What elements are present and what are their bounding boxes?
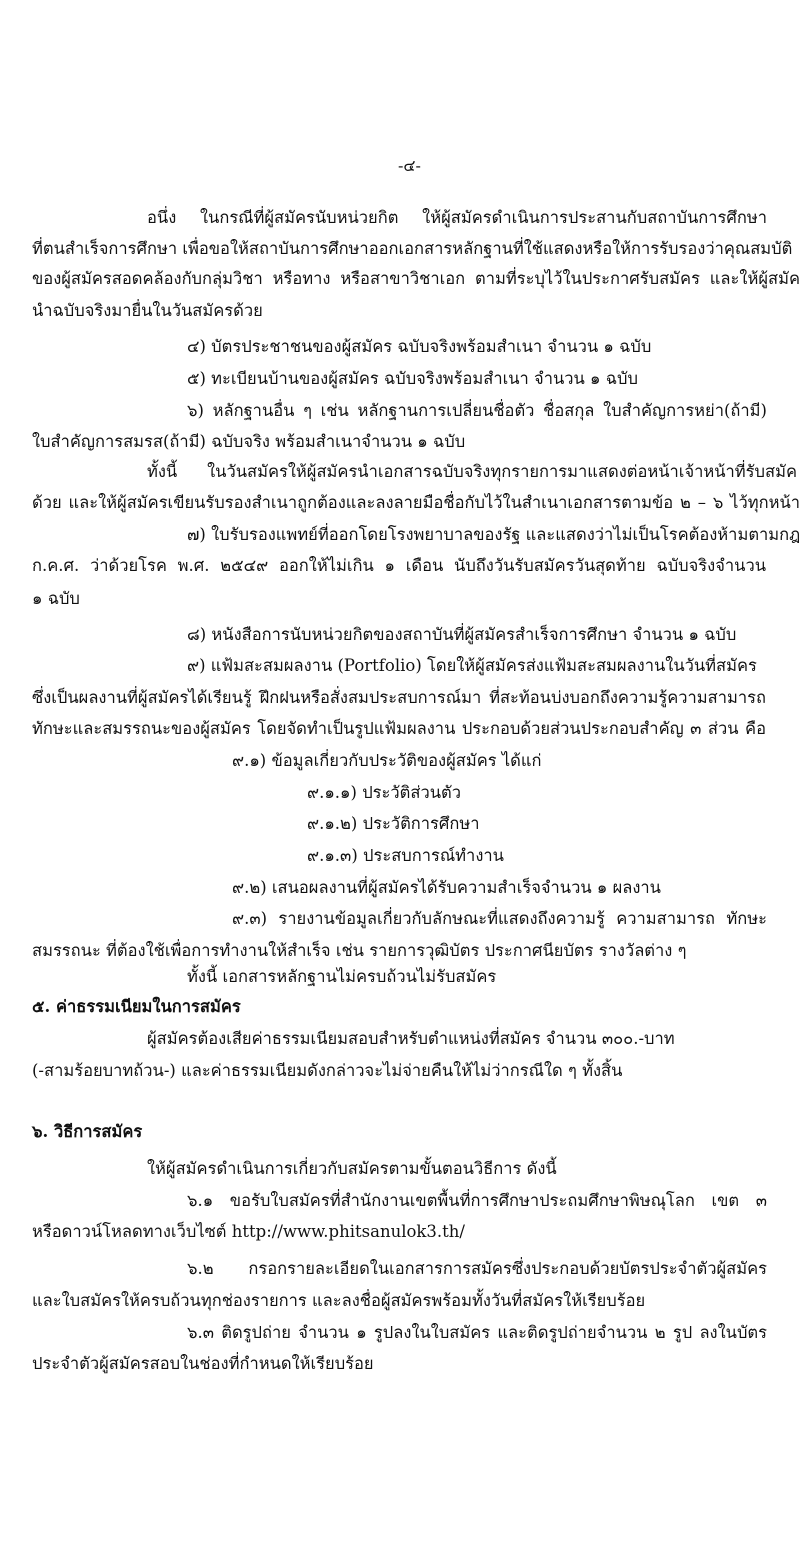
section-heading: ๖. วิธีการสมัคร <box>32 1122 143 1141</box>
paragraph-line: ซึ่งเป็นผลงานที่ผู้สมัครได้เรียนรู้ ฝึกฝนหรือสั่งสมประสบการณ์มา ที่สะท้อนบ่งบอกถึงความรู้ความสามารถ <box>32 688 766 707</box>
sub-list-item: ๙.๒) เสนอผลงานที่ผู้สมัครได้รับความสำเร็จจำนวน ๑ ผลงาน <box>232 878 661 897</box>
page-number: -๔- <box>398 156 421 175</box>
paragraph-line: ด้วย และให้ผู้สมัครเขียนรับรองสำเนาถูกต้องและลงลายมือชื่อกับไว้ในสำเนาเอกสารตามข้อ ๒ – ๖ ไว้ทุกหน้า <box>32 493 800 512</box>
paragraph-line: ทักษะและสมรรถนะของผู้สมัคร โดยจัดทำเป็นรูปแฟ้มผลงาน ประกอบด้วยส่วนประกอบสำคัญ ๓ ส่วน คือ <box>32 719 766 738</box>
list-item: ๔) บัตรประชาชนของผู้สมัคร ฉบับจริงพร้อมสำเนา จำนวน ๑ ฉบับ <box>187 337 652 356</box>
section-heading: ๕. ค่าธรรมเนียมในการสมัคร <box>32 997 241 1016</box>
list-item: ๘) หนังสือการนับหน่วยกิตของสถาบันที่ผู้สมัครสำเร็จการศึกษา จำนวน ๑ ฉบับ <box>187 625 737 644</box>
sub-list-item: ๙.๑.๒) ประวัติการศึกษา <box>307 814 480 833</box>
paragraph-line: ให้ผู้สมัครดำเนินการเกี่ยวกับสมัครตามขั้นตอนวิธีการ ดังนี้ <box>147 1159 557 1178</box>
sub-list-item: ๙.๓) รายงานข้อมูลเกี่ยวกับลักษณะที่แสดงถึงความรู้ ความสามารถ ทักษะ <box>232 909 767 928</box>
paragraph-line: สมรรถนะ ที่ต้องใช้เพื่อการทำงานให้สำเร็จ เช่น รายการวุฒิบัตร ประกาศนียบัตร รางวัลต่าง ๆ <box>32 941 687 960</box>
paragraph-line: ของผู้สมัครสอดคล้องกับกลุ่มวิชา หรือทาง หรือสาขาวิชาเอก ตามที่ระบุไว้ในประกาศรับสมัคร และให้ผู้สมัค <box>32 269 800 288</box>
paragraph-line: นำฉบับจริงมายื่นในวันสมัครด้วย <box>32 301 263 320</box>
paragraph-line: ทั้งนี้ ในวันสมัครให้ผู้สมัครนำเอกสารฉบับจริงทุกรายการมาแสดงต่อหน้าเจ้าหน้าที่รับสมัค <box>147 462 797 481</box>
list-item: ๖) หลักฐานอื่น ๆ เช่น หลักฐานการเปลี่ยนชื่อตัว ชื่อสกุล ใบสำคัญการหย่า(ถ้ามี) <box>187 401 767 420</box>
paragraph-line: ทั้งนี้ เอกสารหลักฐานไม่ครบถ้วนไม่รับสมัคร <box>187 967 497 986</box>
paragraph-line: (-สามร้อยบาทถ้วน-) และค่าธรรมเนียมดังกล่าวจะไม่จ่ายคืนให้ไม่ว่ากรณีใด ๆ ทั้งสิ้น <box>32 1061 623 1080</box>
list-item: ๗) ใบรับรองแพทย์ที่ออกโดยโรงพยาบาลของรัฐ และแสดงว่าไม่เป็นโรคต้องห้ามตามกฎ <box>187 525 800 544</box>
paragraph-line: อนึ่ง ในกรณีที่ผู้สมัครนับหน่วยกิต ให้ผู้สมัครดำเนินการประสานกับสถาบันการศึกษา <box>147 208 767 227</box>
paragraph-line: ๑ ฉบับ <box>32 589 80 608</box>
list-item: ๖.๑ ขอรับใบสมัครที่สำนักงานเขตพื้นที่การศึกษาประถมศึกษาพิษณุโลก เขต ๓ <box>187 1191 767 1210</box>
paragraph-line: ที่ตนสำเร็จการศึกษา เพื่อขอให้สถาบันการศึกษาออกเอกสารหลักฐานที่ใช้แสดงหรือให้การรับรองว่าคุณสมบัติ <box>32 239 793 258</box>
paragraph-line: ผู้สมัครต้องเสียค่าธรรมเนียมสอบสำหรับตำแหน่งที่สมัคร จำนวน ๓๐๐.-บาท <box>147 1029 675 1048</box>
sub-list-item: ๙.๑.๓) ประสบการณ์ทำงาน <box>307 846 504 865</box>
sub-list-item: ๙.๑) ข้อมูลเกี่ยวกับประวัติของผู้สมัคร ได้แก่ <box>232 751 542 770</box>
paragraph-line: ประจำตัวผู้สมัครสอบในช่องที่กำหนดให้เรียบร้อย <box>32 1354 374 1373</box>
list-item: ๙) แฟ้มสะสมผลงาน (Portfolio) โดยให้ผู้สมัครส่งแฟ้มสะสมผลงานในวันที่สมัคร <box>187 656 757 675</box>
list-item: ๖.๒ กรอกรายละเอียดในเอกสารการสมัครซึ่งประกอบด้วยบัตรประจำตัวผู้สมัคร <box>187 1259 767 1278</box>
sub-list-item: ๙.๑.๑) ประวัติส่วนตัว <box>307 783 461 802</box>
paragraph-line: และใบสมัครให้ครบถ้วนทุกช่องรายการ และลงชื่อผู้สมัครพร้อมทั้งวันที่สมัครให้เรียบร้อย <box>32 1291 646 1310</box>
list-item: ๕) ทะเบียนบ้านของผู้สมัคร ฉบับจริงพร้อมสำเนา จำนวน ๑ ฉบับ <box>187 369 638 388</box>
paragraph-line: ก.ค.ศ. ว่าด้วยโรค พ.ศ. ๒๕๔๙ ออกให้ไม่เกิน ๑ เดือน นับถึงวันรับสมัครวันสุดท้าย ฉบับจริงจำนวน <box>32 556 766 575</box>
paragraph-line: ใบสำคัญการสมรส(ถ้ามี) ฉบับจริง พร้อมสำเนาจำนวน ๑ ฉบับ <box>32 432 466 451</box>
list-item: ๖.๓ ติดรูปถ่าย จำนวน ๑ รูปลงในใบสมัคร และติดรูปถ่ายจำนวน ๒ รูป ลงในบัตร <box>187 1323 767 1342</box>
paragraph-line: หรือดาวน์โหลดทางเว็บไซต์ http://www.phitsanulok3.th/ <box>32 1222 465 1241</box>
